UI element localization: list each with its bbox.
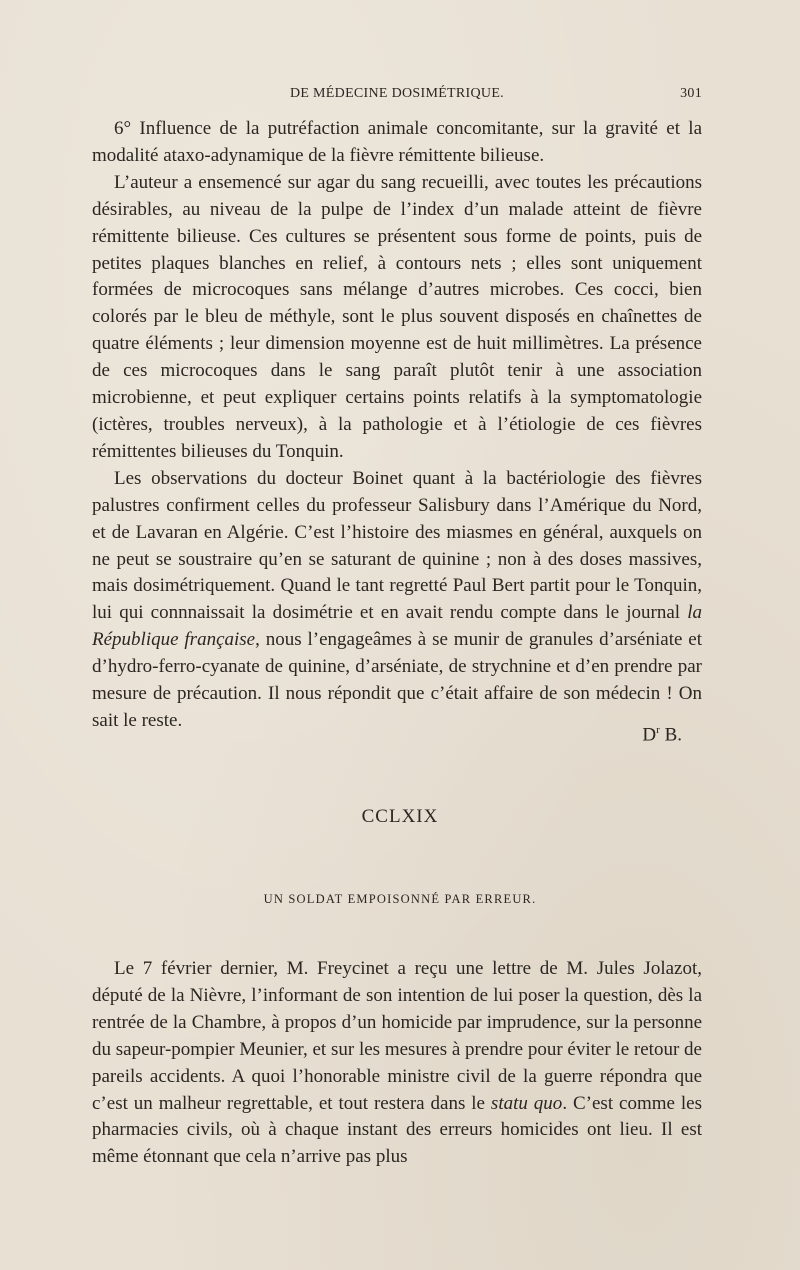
paragraph-4 <box>92 956 702 1171</box>
running-head <box>92 86 702 106</box>
signature-main: D <box>642 724 657 746</box>
chapter-number: CCLXIX <box>361 806 439 827</box>
running-title: DE MÉDECINE DOSIMÉTRIQUE. <box>290 86 504 101</box>
signature-end: B. <box>659 724 682 746</box>
paragraph-3 <box>92 466 702 735</box>
signature-sup: r <box>656 724 660 736</box>
paragraph-3-part-2: , nous l’engageâmes à se munir de granules d’arséniate et d’hydro-ferro-cyanate de quinine, d’arséniate, de strychnine et d’en prendre par mesure de précaution. Il nous répondit que c’était affaire de son médecin ! On sait le reste. <box>92 629 702 731</box>
paragraph-4-part-1: Le 7 février dernier, M. Freycinet a reçu une lettre de M. Jules Jolazot, député de la Nièvre, l’informant de son intention de lui poser la question, dès la rentrée de la Chambre, à propos d’un homicide par imprudence, sur la personne du sapeur-pompier Meunier, et sur les mesures à prendre pour éviter le retour de pareils accidents. A quoi l’honorable ministre civil de la guerre répondra que c’est un malheur regrettable, et tout restera dans le <box>92 958 702 1114</box>
paragraph-4-italic: statu quo <box>490 1092 563 1114</box>
paragraph-3-part-1: Les observations du docteur Boinet quant à la bactériologie des fièvres palustres confirment celles du professeur Salisbury dans l’Amérique du Nord, et de Lavaran en Algérie. C’est l’histoire des miasmes en général, auxquels on ne peut se soustraire qu’en se saturant de quinine ; non à des doses massives, mais dosimétriquement. Quand le tant regretté Paul Bert partit pour le Tonquin, lui qui connnaissait la dosimétrie et en avait rendu compte dans le journal <box>92 467 702 624</box>
paragraph-2: L’auteur a ensemencé sur agar du sang recueilli, avec toutes les précautions désirables, au niveau de la pulpe de l’index d’un malade atteint de fièvre rémittente bilieuse. Ces cultures se présentent sous forme de points, puis de petites plaques blanches en relief, à contours nets ; elles sont uniquement formées de microcoques sans mélange d’autres microbes. Ces cocci, bien colorés par le bleu de méthyle, sont le plus souvent disposés en chaînettes de quatre éléments ; leur dimension moyenne est de huit millimètres. La présence de ces microcoques dans le sang paraît plutôt tenir à une association microbienne, et peut expliquer certains points relatifs à la symptomatologie (ictères, troubles nerveux), à la pathologie et à l’étiologie de ces fièvres rémittentes bilieuses du Tonquin. <box>92 171 702 462</box>
page-number: 301 <box>680 86 702 101</box>
paragraph-4-part-2: . C’est comme les pharmacies civils, où à chaque instant des erreurs homicides ont lieu. Il est même étonnant que cela n’arrive pas plus <box>92 1092 702 1168</box>
section-text-1 <box>92 116 702 735</box>
paragraph-3-italic: la République française <box>92 602 702 651</box>
signature <box>642 724 682 746</box>
section-text-2 <box>92 956 702 1171</box>
paragraph-1: 6° Influence de la putréfaction animale concomitante, sur la gravité et la modalité ataxo-adynamique de la fièvre rémittente bilieuse. <box>92 118 702 166</box>
chapter-title: UN SOLDAT EMPOISONNÉ PAR ERREUR. <box>263 892 537 906</box>
